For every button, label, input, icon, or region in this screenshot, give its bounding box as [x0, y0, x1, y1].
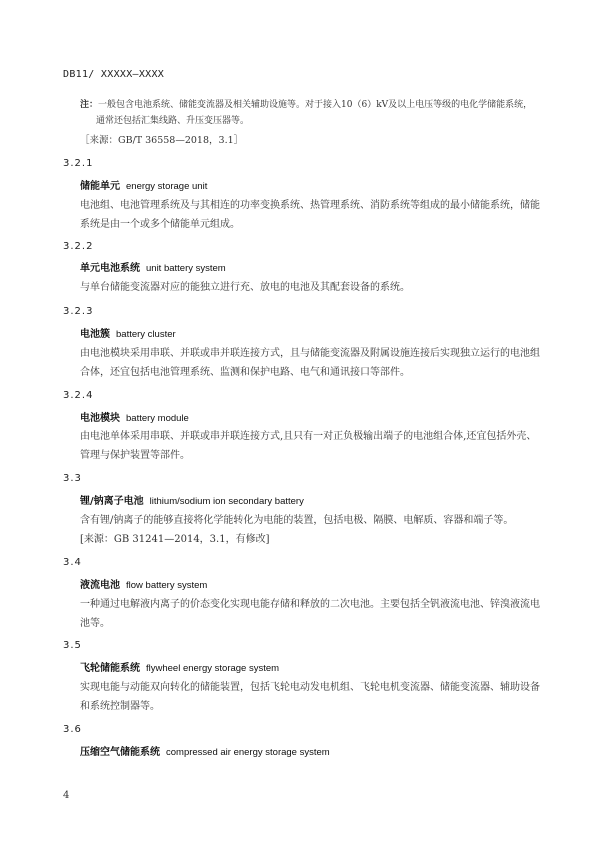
section-number: 3.2.2: [63, 241, 94, 252]
term-en: unit battery system: [146, 263, 226, 274]
term-zh: 电池簇: [80, 329, 110, 340]
term-definition: 含有锂/钠离子的能够直接将化学能转化为电能的装置，包括电极、隔膜、电解质、容器和端子等。: [80, 515, 514, 526]
term-en: battery cluster: [116, 329, 176, 340]
term-definition: 与单台储能变流器对应的能独立进行充、放电的电池及其配套设备的系统。: [80, 282, 410, 293]
term-en: battery module: [126, 413, 189, 424]
term-definition: 电池组、电池管理系统及与其相连的功率变换系统、热管理系统、消防系统等组成的最小储能系统，储能系统是由一个或多个储能单元组成。: [80, 200, 540, 230]
term-zh: 液流电池: [80, 580, 120, 591]
term-zh: 储能单元: [80, 181, 120, 192]
term-heading: [80, 259, 226, 274]
section-number: 3.3: [63, 473, 82, 484]
term-heading: [80, 659, 279, 674]
note-source: ［来源：GB/T 36558—2018，3.1］: [80, 135, 244, 146]
term-en: flywheel energy storage system: [146, 663, 280, 674]
note-line1: 一般包含电池系统、储能变流器及相关辅助设施等。对于接入10（6）kV及以上电压等级的电化学储能系统，: [98, 100, 533, 110]
note-block: [80, 97, 550, 149]
term-en: energy storage unit: [126, 181, 208, 192]
term-zh: 单元电池系统: [80, 263, 140, 274]
term-heading: [80, 492, 304, 507]
page-number: 4: [63, 790, 70, 801]
term-definition: 实现电能与动能双向转化的储能装置，包括飞轮电动发电机组、飞轮电机变流器、储能变流器、辅助设备和系统控制器等。: [80, 682, 540, 712]
term-heading: [80, 576, 207, 591]
term-en: compressed air energy storage system: [166, 747, 330, 758]
term-source: [来源：GB 31241—2014，3.1，有修改]: [80, 534, 270, 545]
section-number: 3.5: [63, 640, 82, 651]
term-definition: 一种通过电解液内离子的价态变化实现电能存储和释放的二次电池。主要包括全钒液流电池、锌溴液流电池等。: [80, 599, 540, 629]
term-definition: 由电池单体采用串联、并联或串并联连接方式,且只有一对正负极输出端子的电池组合体,还宜包括外壳、管理与保护装置等部件。: [80, 431, 537, 461]
term-zh: 锂/钠离子电池: [80, 496, 144, 507]
term-zh: 飞轮储能系统: [80, 663, 140, 674]
term-heading: [80, 743, 330, 758]
term-en: flow battery system: [126, 580, 208, 591]
section-number: 3.2.1: [63, 158, 94, 169]
term-heading: [80, 177, 207, 192]
section-number: 3.4: [63, 557, 82, 568]
document-code-header: DB11/ XXXXX—XXXX: [63, 69, 165, 80]
term-definition: 由电池模块采用串联、并联或串并联连接方式，且与储能变流器及附属设施连接后实现独立运行的电池组合体，还宜包括电池管理系统、监测和保护电路、电气和通讯接口等部件。: [80, 348, 540, 378]
section-number: 3.2.4: [63, 390, 94, 401]
term-zh: 压缩空气储能系统: [80, 747, 160, 758]
term-en: lithium/sodium ion secondary battery: [149, 496, 304, 507]
section-number: 3.2.3: [63, 306, 94, 317]
note-prefix: 注：: [80, 100, 99, 110]
section-number: 3.6: [63, 724, 82, 735]
note-line2: 通常还包括汇集线路、升压变压器等。: [96, 116, 250, 126]
term-heading: [80, 409, 189, 424]
term-zh: 电池模块: [80, 413, 120, 424]
term-heading: [80, 325, 176, 340]
